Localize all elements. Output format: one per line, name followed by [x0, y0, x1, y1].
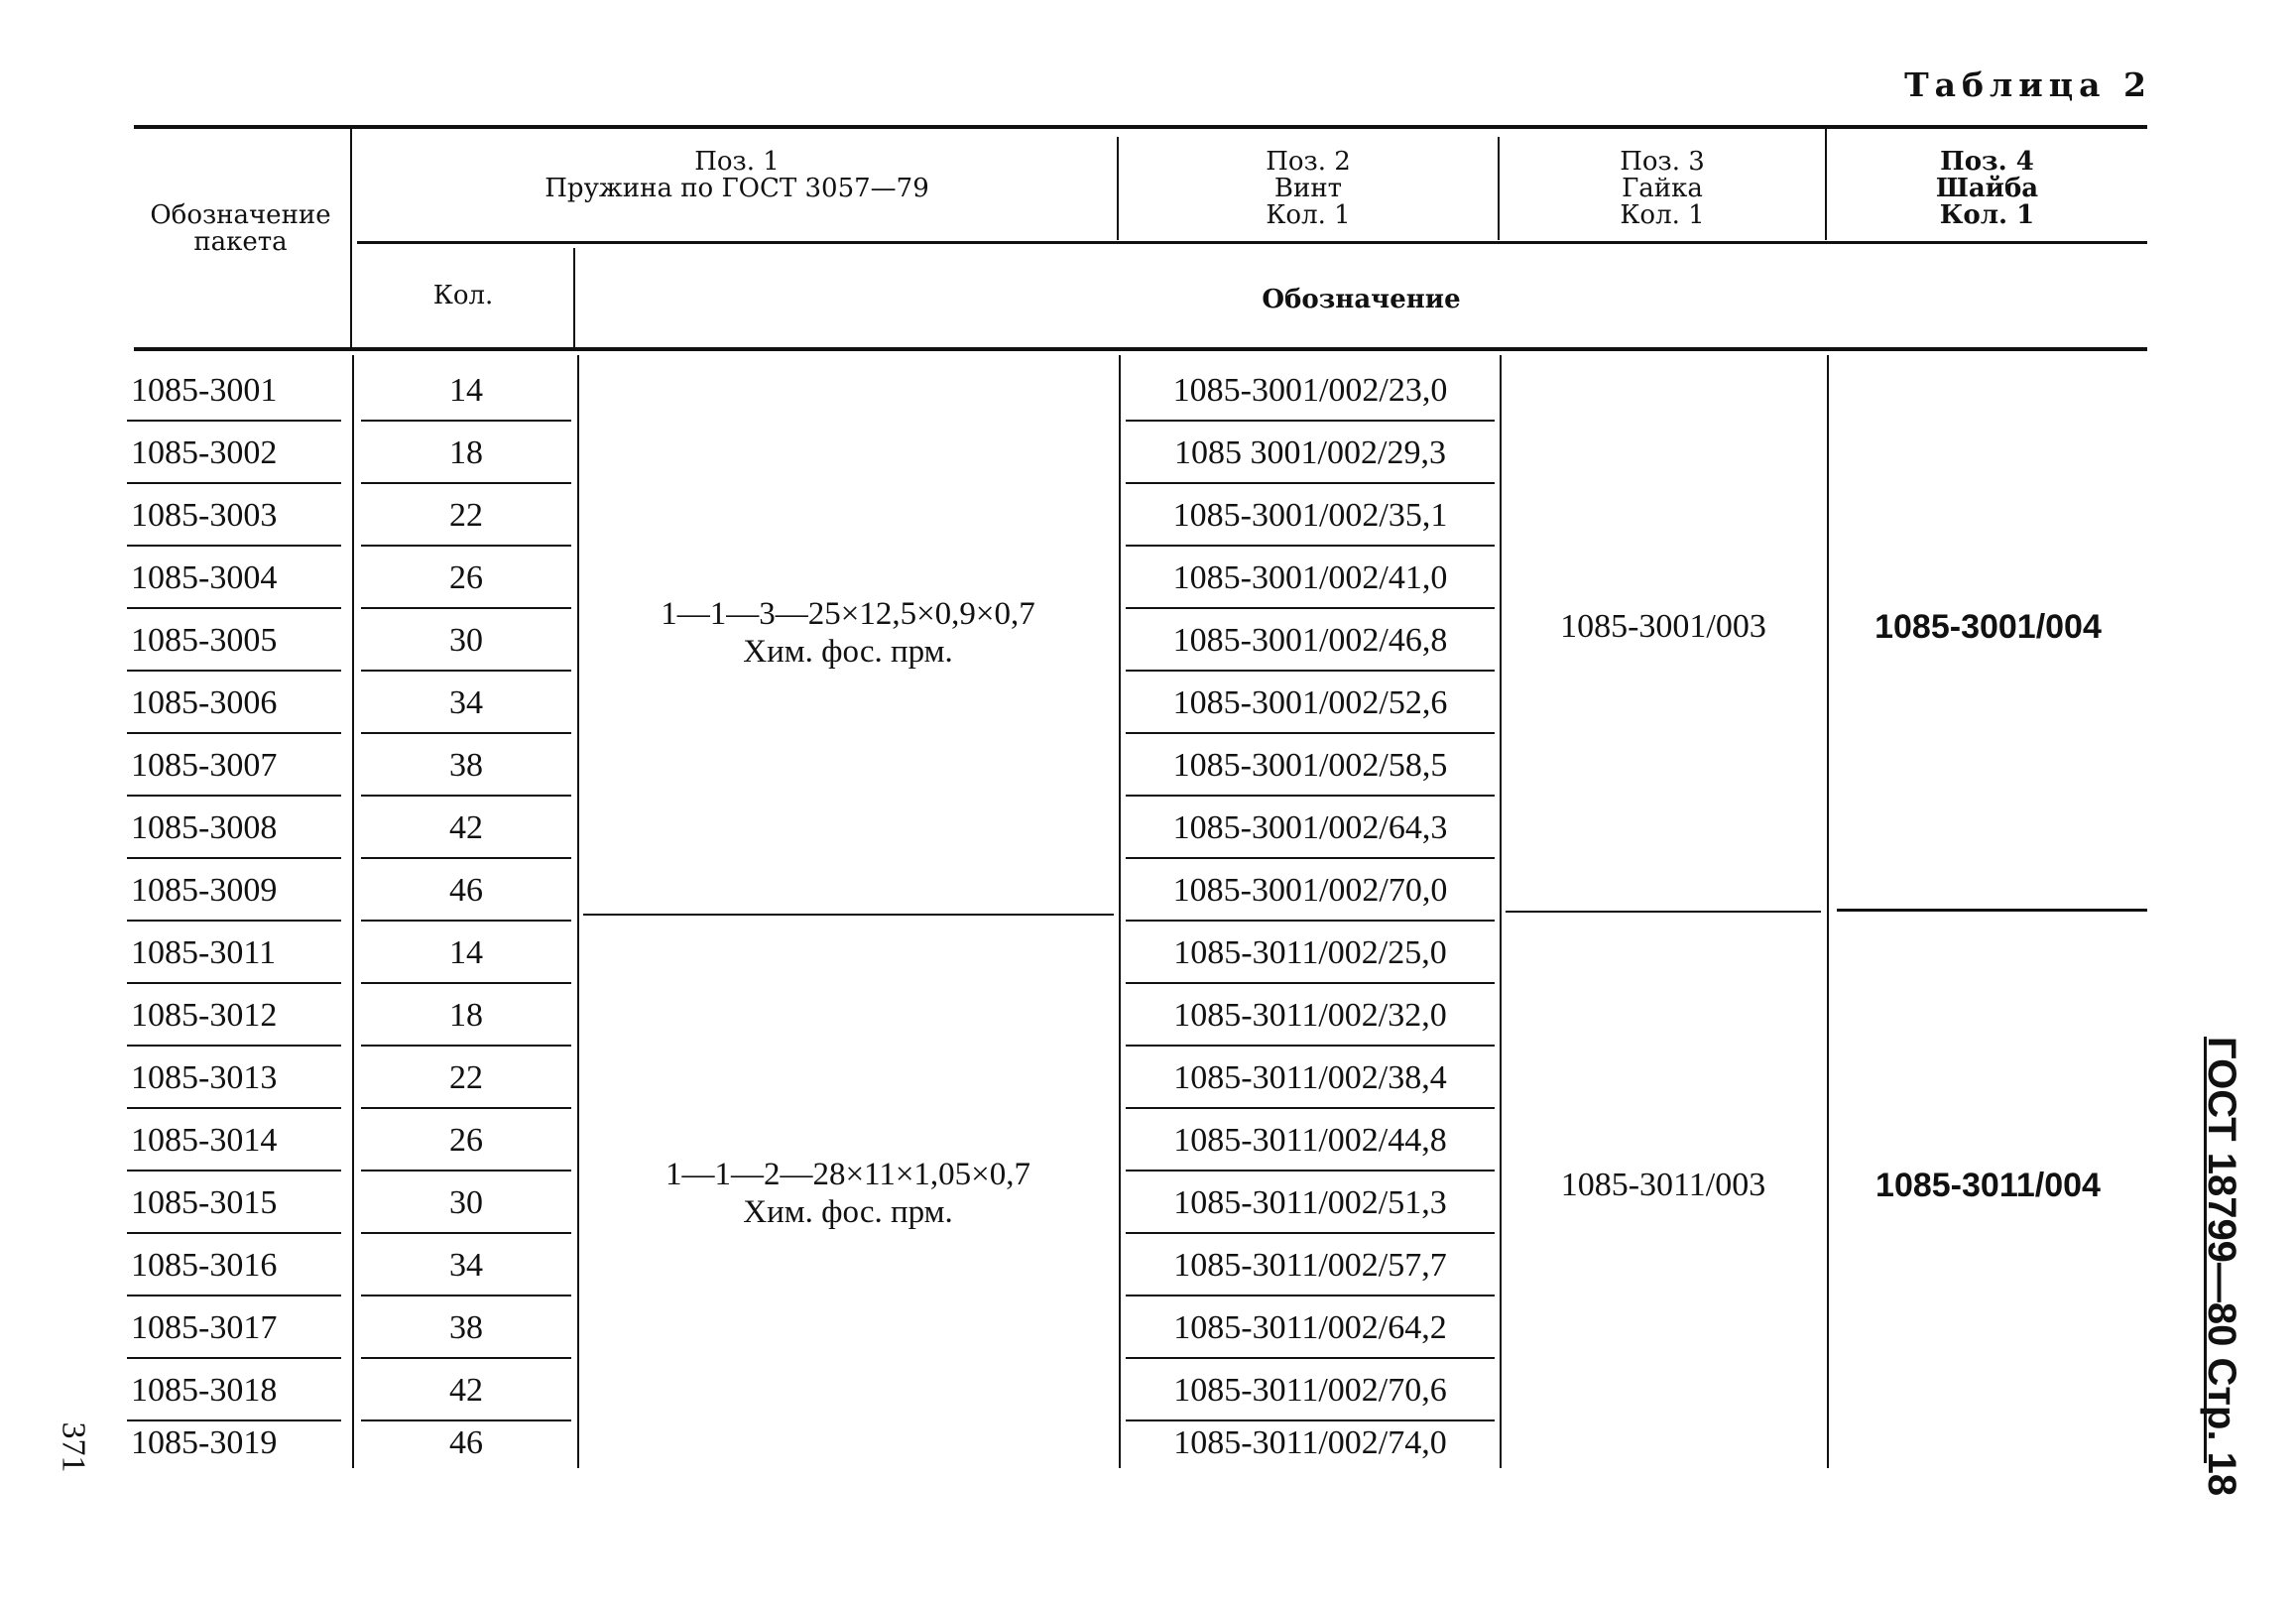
screw-designation: 1085-3001/002/64,3: [1126, 797, 1495, 859]
package-designation: 1085-3006: [127, 672, 341, 734]
spring-qty: 38: [361, 1296, 571, 1359]
washer-designation: 1085-3011/004: [1875, 1167, 2101, 1204]
table-row: [0, 484, 2296, 547]
header-designation: Обозначение пакета: [150, 200, 331, 257]
package-designation: 1085-3008: [127, 797, 341, 859]
header-bottom-rule: [134, 347, 2147, 351]
spring-qty: 26: [361, 547, 571, 609]
package-designation: 1085-3002: [127, 422, 341, 484]
table-row: [0, 1296, 2296, 1359]
package-designation: 1085-3016: [127, 1234, 341, 1296]
screw-designation: 1085-3001/002/35,1: [1126, 484, 1495, 547]
spring-qty: 46: [361, 859, 571, 922]
nut-designation: 1085-3001/003: [1560, 608, 1766, 645]
spring-qty: 18: [361, 422, 571, 484]
screw-designation: 1085-3011/002/44,8: [1126, 1109, 1495, 1172]
washer-designation: 1085-3001/004: [1874, 608, 2102, 646]
screw-designation: 1085-3011/002/51,3: [1126, 1172, 1495, 1234]
package-designation: 1085-3011: [127, 922, 341, 984]
table-row: [0, 1109, 2296, 1172]
package-designation: 1085-3004: [127, 547, 341, 609]
package-designation: 1085-3009: [127, 859, 341, 922]
table-row: [0, 1172, 2296, 1234]
spring-qty: 26: [361, 1109, 571, 1172]
table-row: [0, 1047, 2296, 1109]
screw-designation: 1085-3001/002/41,0: [1126, 547, 1495, 609]
package-designation: 1085-3018: [127, 1359, 341, 1421]
screw-designation: 1085-3011/002/64,2: [1126, 1296, 1495, 1359]
table-row: [0, 359, 2296, 422]
page-number: 371: [55, 1421, 92, 1473]
spring-qty: 18: [361, 984, 571, 1047]
screw-designation: 1085-3011/002/25,0: [1126, 922, 1495, 984]
header-designation-sub: Обозначение: [1262, 285, 1461, 314]
table-row: [0, 1359, 2296, 1421]
table-row: [0, 672, 2296, 734]
package-designation: 1085-3015: [127, 1172, 341, 1234]
header-pos4: Поз. 4 Шайба Кол. 1: [1935, 147, 2039, 230]
table-row: [0, 734, 2296, 797]
nut-designation: 1085-3011/003: [1560, 1167, 1766, 1203]
table-row: [0, 547, 2296, 609]
screw-designation: 1085-3011/002/57,7: [1126, 1234, 1495, 1296]
package-designation: 1085-3013: [127, 1047, 341, 1109]
package-designation: 1085-3019: [131, 1424, 278, 1461]
table-row: [0, 609, 2296, 672]
table-row: [0, 1416, 2296, 1471]
header-qty: Кол.: [432, 281, 494, 310]
spring-qty: 42: [361, 1359, 571, 1421]
table-row: [0, 984, 2296, 1047]
table-row: [0, 922, 2296, 984]
screw-designation: 1085 3001/002/29,3: [1126, 422, 1495, 484]
standard-label-text: ГОСТ 18799—80 Стр. 18: [2200, 1037, 2243, 1497]
screw-designation: 1085-3001/002/46,8: [1126, 609, 1495, 672]
screw-designation: 1085-3001/002/70,0: [1126, 859, 1495, 922]
package-designation: 1085-3007: [127, 734, 341, 797]
package-designation: 1085-3003: [127, 484, 341, 547]
screw-designation: 1085-3011/002/32,0: [1126, 984, 1495, 1047]
spring-qty: 14: [361, 922, 571, 984]
package-designation: 1085-3017: [127, 1296, 341, 1359]
table-row: [0, 422, 2296, 484]
table-row: [0, 1234, 2296, 1296]
header-pos3: Поз. 3 Гайка Кол. 1: [1620, 147, 1705, 230]
spring-spec: 1—1—2—28×11×1,05×0,7 Хим. фос. прм.: [665, 1157, 1031, 1230]
header-mid-rule: [357, 241, 2147, 244]
top-rule: [134, 125, 2147, 129]
header-divider: [350, 129, 352, 347]
screw-designation: 1085-3011/002/70,6: [1126, 1359, 1495, 1421]
screw-designation: 1085-3001/002/23,0: [1126, 359, 1495, 422]
spring-qty: 42: [361, 797, 571, 859]
spring-qty: 38: [361, 734, 571, 797]
spring-qty: 46: [449, 1424, 483, 1461]
spring-qty: 22: [361, 484, 571, 547]
table-row: [0, 859, 2296, 922]
spring-qty: 30: [361, 609, 571, 672]
screw-designation: 1085-3001/002/52,6: [1126, 672, 1495, 734]
header-pos1: Поз. 1 Пружина по ГОСТ 3057—79: [544, 147, 929, 203]
package-designation: 1085-3005: [127, 609, 341, 672]
package-designation: 1085-3001: [127, 359, 341, 422]
header-pos2: Поз. 2 Винт Кол. 1: [1266, 147, 1351, 230]
package-designation: 1085-3014: [127, 1109, 341, 1172]
table-caption: Таблица 2: [1904, 65, 2152, 104]
spring-qty: 22: [361, 1047, 571, 1109]
spring-qty: 34: [361, 672, 571, 734]
spring-qty: 30: [361, 1172, 571, 1234]
screw-designation: 1085-3001/002/58,5: [1126, 734, 1495, 797]
screw-designation: 1085-3011/002/74,0: [1173, 1424, 1447, 1461]
table-row: [0, 797, 2296, 859]
spring-spec: 1—1—3—25×12,5×0,9×0,7 Хим. фос. прм.: [661, 596, 1035, 670]
package-designation: 1085-3012: [127, 984, 341, 1047]
screw-designation: 1085-3011/002/38,4: [1126, 1047, 1495, 1109]
spring-qty: 14: [361, 359, 571, 422]
spring-qty: 34: [361, 1234, 571, 1296]
